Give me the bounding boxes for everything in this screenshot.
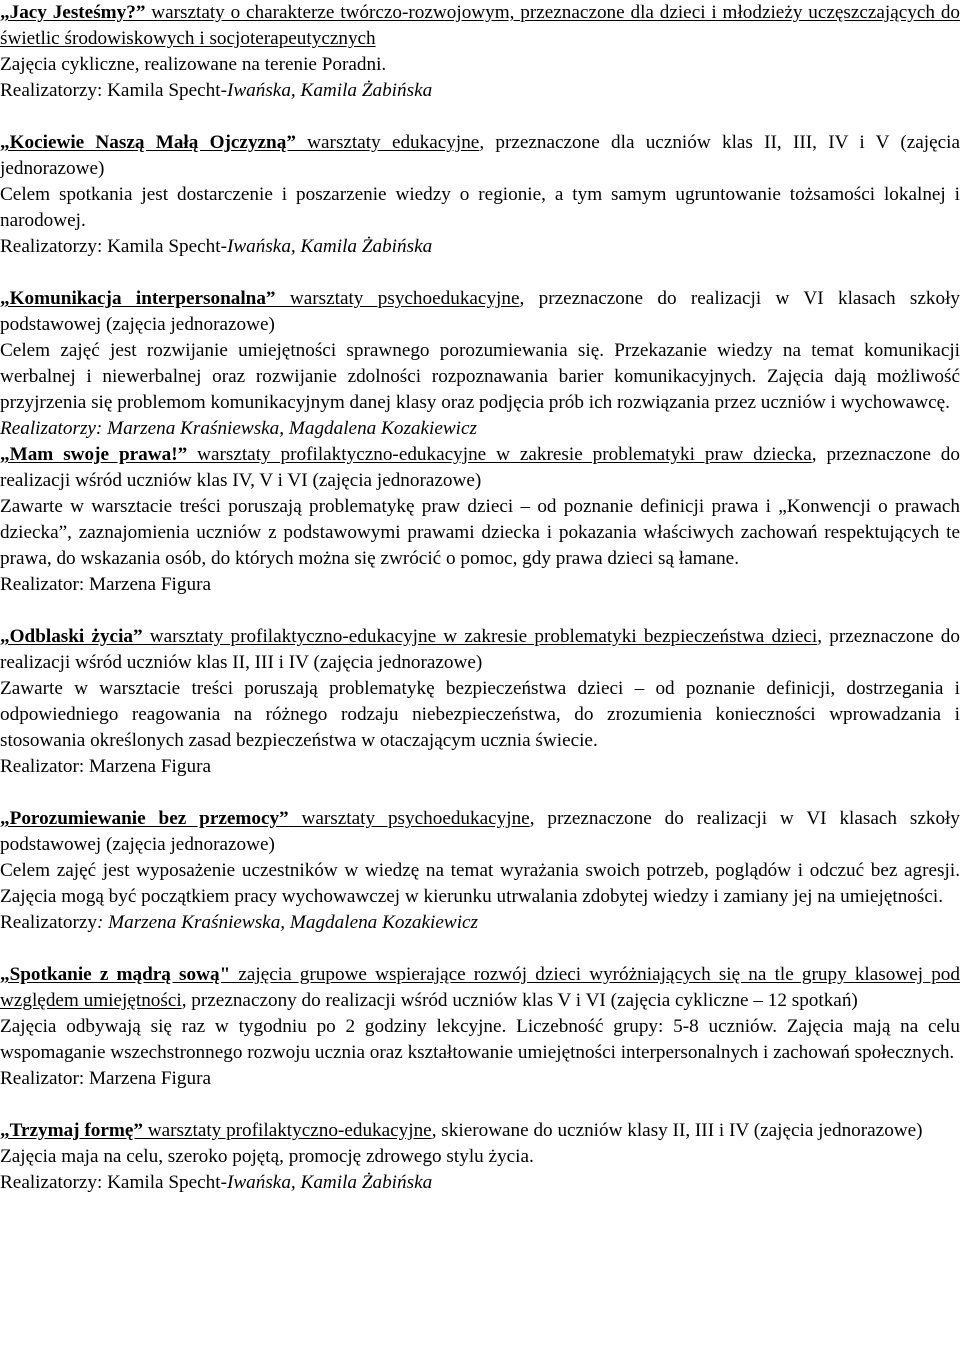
workshop-entry-madra-sowa <box>0 962 960 1092</box>
workshop-audience: , przeznaczone dla uczniów klas II, III, IV i V (zajęcia jednorazowe) <box>0 132 960 179</box>
workshop-description: Celem zajęć jest wyposażenie uczestników w wiedzę na temat wyrażania swoich potrzeb, poglądów i odczuć bez agresji. Zajęcia mogą być początkiem pracy wychowawczej w kierunku utrwalania zdobytej wiedzy i zamiany jej na umiejętności. <box>0 860 960 907</box>
workshop-title: „Spotkanie z mądrą sową" <box>0 964 231 985</box>
workshop-audience: , przeznaczone do realizacji wśród uczniów klas IV, V i VI (zajęcia jednorazowe) <box>0 444 960 491</box>
workshop-heading <box>0 962 960 1014</box>
workshop-authors <box>0 910 960 936</box>
workshop-entry-trzymaj-forme <box>0 1118 960 1196</box>
workshop-heading <box>0 1118 960 1144</box>
workshop-title: „Trzymaj formę” <box>0 1120 143 1141</box>
workshop-type: warsztaty profilaktyczno-edukacyjne w zakresie problematyki praw dziecka <box>187 444 812 465</box>
workshop-description: Zajęcia cykliczne, realizowane na terenie Poradni. <box>0 54 387 75</box>
workshop-heading <box>0 130 960 182</box>
workshop-audience: , skierowane do uczniów klasy II, III i IV (zajęcia jednorazowe) <box>431 1120 923 1141</box>
workshop-authors: Realizatorzy: Marzena Kraśniewska, Magdalena Kozakiewicz <box>0 418 477 439</box>
workshop-type: warsztaty edukacyjne <box>295 132 480 153</box>
workshop-audience: , przeznaczony do realizacji wśród uczniów klas V i VI (zajęcia cykliczne – 12 spotkań) <box>181 990 858 1011</box>
workshop-entry-mam-swoje-prawa <box>0 442 960 598</box>
workshop-title: „Mam swoje prawa!” <box>0 444 188 465</box>
workshop-description: Zawarte w warsztacie treści poruszają problematykę praw dzieci – od poznanie definicji prawa i „Konwencji o prawach dziecka”, zaznajomienia uczniów z podstawowymi prawami dziecka i pokazania właściwych zachowań respektujących te prawa, do wskazania osób, do których można się zwrócić o pomoc, gdy prawa dzieci są łamane. <box>0 496 960 569</box>
workshop-authors: Realizator: Marzena Figura <box>0 756 211 777</box>
workshop-type: warsztaty o charakterze twórczo-rozwojowym, przeznaczone dla dzieci i młodzieży uczęszczających do świetlic środowiskowych i socjoterapeutycznych <box>0 2 960 49</box>
workshop-description: Celem spotkania jest dostarczenie i poszarzenie wiedzy o regionie, a tym samym ugruntowanie tożsamości lokalnej i narodowej. <box>0 184 960 231</box>
workshop-title: „Jacy Jesteśmy?” <box>0 2 146 23</box>
workshop-entry-komunikacja <box>0 286 960 442</box>
workshop-entry-odblaski-zycia <box>0 624 960 780</box>
workshop-audience: , przeznaczone do realizacji wśród uczniów klas II, III i IV (zajęcia jednorazowe) <box>0 626 960 673</box>
authors-prefix: Realizatorzy: Kamila Specht- <box>0 1172 227 1193</box>
workshop-entry-jacy-jestesmy <box>0 0 960 104</box>
workshop-entry-porozumiewanie <box>0 806 960 936</box>
workshop-type: warsztaty psychoedukacyjne <box>275 288 520 309</box>
workshop-type: warsztaty psychoedukacyjne <box>288 808 530 829</box>
authors-prefix: Realizatorzy: Kamila Specht- <box>0 236 227 257</box>
authors-rest: : Marzena Kraśniewska, Magdalena Kozakiewicz <box>96 912 479 933</box>
workshop-heading <box>0 624 960 676</box>
workshop-authors <box>0 234 960 260</box>
authors-rest: Iwańska, Kamila Żabińska <box>226 236 433 257</box>
workshop-entry-kociewie <box>0 130 960 260</box>
workshop-authors <box>0 78 960 104</box>
workshop-authors: Realizator: Marzena Figura <box>0 1068 211 1089</box>
workshop-authors: Realizator: Marzena Figura <box>0 574 211 595</box>
workshop-audience: , przeznaczone do realizacji w VI klasach szkoły podstawowej (zajęcia jednorazowe) <box>0 288 960 335</box>
workshop-heading <box>0 442 960 494</box>
authors-rest: Iwańska, Kamila Żabińska <box>226 80 433 101</box>
authors-prefix: Realizatorzy <box>0 912 97 933</box>
workshop-type: zajęcia grupowe wspierające rozwój dzieci wyróżniających się na tle grupy klasowej pod względem umiejętności <box>0 964 960 1011</box>
workshop-heading <box>0 286 960 338</box>
authors-rest: Iwańska, Kamila Żabińska <box>226 1172 433 1193</box>
workshop-title: „Kociewie Naszą Małą Ojczyzną” <box>0 132 296 153</box>
workshop-type: warsztaty profilaktyczno-edukacyjne <box>142 1120 432 1141</box>
workshop-description: Zajęcia odbywają się raz w tygodniu po 2 godziny lekcyjne. Liczebność grupy: 5-8 uczniów. Zajęcia mają na celu wspomaganie wszechstronnego rozwoju ucznia oraz kształtowanie umiejętności interpersonalnych i zachowań społecznych. <box>0 1016 960 1063</box>
workshop-description: Zawarte w warsztacie treści poruszają problematykę bezpieczeństwa dzieci – od poznanie definicji, dostrzegania i odpowiedniego reagowania na różnego rodzaju niebezpieczeństwa, do zrozumienia konieczności wprowadzania i stosowania określonych zasad bezpieczeństwa w otaczającym ucznia świecie. <box>0 678 960 751</box>
workshop-description: Celem zajęć jest rozwijanie umiejętności sprawnego porozumiewania się. Przekazanie wiedzy na temat komunikacji werbalnej i niewerbalnej oraz rozwijanie zdolności rozpoznawania barier komunikacyjnych. Zajęcia dają możliwość przyjrzenia się problemom komunikacyjnym danej klasy oraz podjęcia prób ich rozwiązania przez uczniów i wychowawcę. <box>0 340 960 413</box>
workshop-heading <box>0 806 960 858</box>
authors-prefix: Realizatorzy: Kamila Specht- <box>0 80 227 101</box>
workshop-description: Zajęcia maja na celu, szeroko pojętą, promocję zdrowego stylu życia. <box>0 1146 534 1167</box>
workshop-authors <box>0 1170 960 1196</box>
workshop-heading <box>0 0 960 52</box>
workshop-audience: , przeznaczone do realizacji w VI klasach szkoły podstawowej (zajęcia jednorazowe) <box>0 808 960 855</box>
workshop-title: „Odblaski życia” <box>0 626 143 647</box>
workshop-title: „Porozumiewanie bez przemocy” <box>0 808 289 829</box>
workshop-type: warsztaty profilaktyczno-edukacyjne w zakresie problematyki bezpieczeństwa dzieci <box>142 626 818 647</box>
workshop-title: „Komunikacja interpersonalna” <box>0 288 276 309</box>
